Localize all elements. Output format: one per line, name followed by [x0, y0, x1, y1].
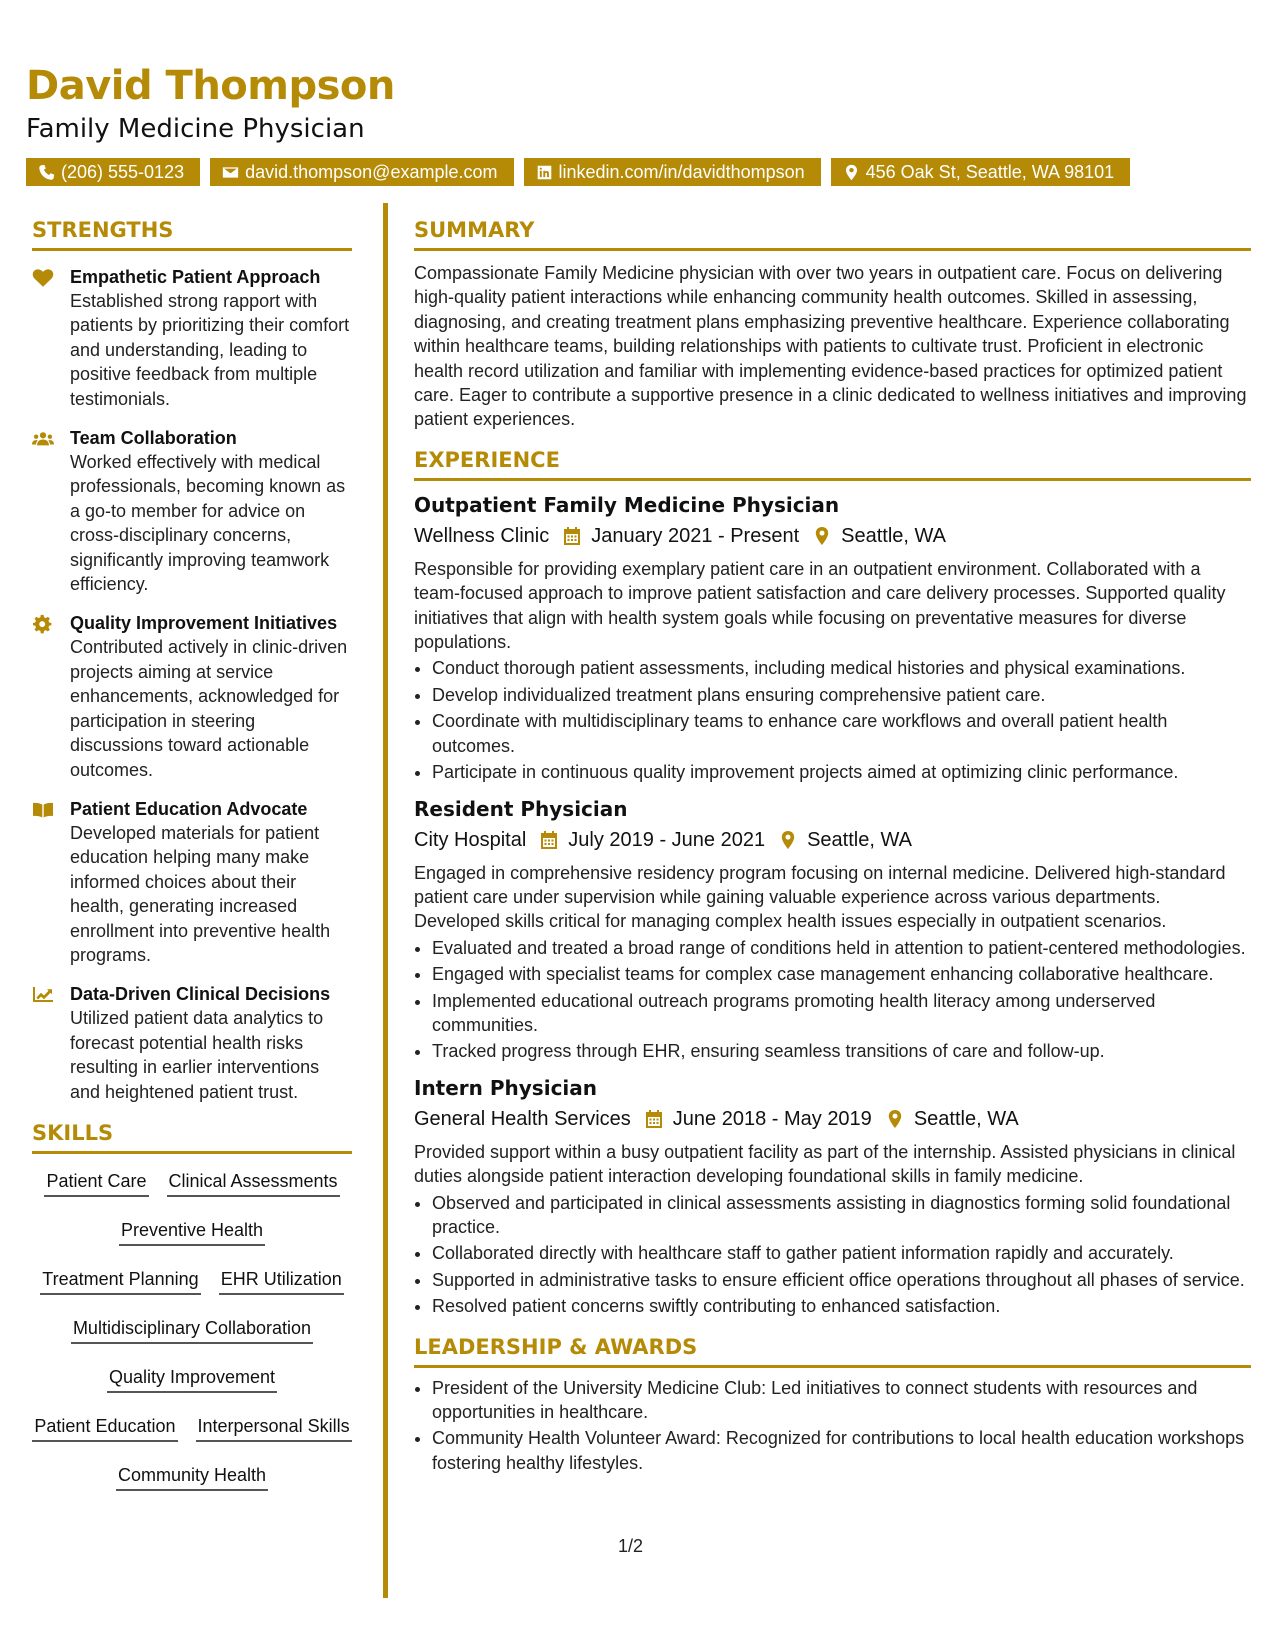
- contact-email[interactable]: [210, 158, 513, 186]
- calendar-icon: [540, 830, 558, 850]
- job-bullet: • Observed and participated in clinical assessments assisting in diagnostics forming solid foundational practice.: [432, 1191, 1251, 1240]
- page-number: 1/2: [618, 1536, 644, 1556]
- experience-section: [414, 446, 1251, 1319]
- skill-tag: EHR Utilization: [219, 1266, 344, 1295]
- strength-title: Empathetic Patient Approach: [70, 267, 321, 287]
- skills-list: [32, 1168, 352, 1491]
- job-bullet: • Resolved patient concerns swiftly contributing to enhanced satisfaction.: [432, 1294, 1251, 1318]
- strength-desc: Worked effectively with medical professionals, becoming known as a go-to member for advice on cross-disciplinary concerns, significantly improving teamwork efficiency.: [70, 452, 346, 595]
- job-dates: July 2019 - June 2021: [568, 828, 766, 851]
- summary-text: Compassionate Family Medicine physician with over two years in outpatient care. Focus on delivering high-quality patient interactions while enhancing community health outcomes. Skilled in assessing, diagnosing, and creating treatment plans emphasizing preventive healthcare. Experience collaborating within healthcare teams, building relationships with patients to cultivate trust. Proficient in electronic health record utilization and familiar with implementing evidence-based practices for optimized patient care. Eager to contribute a supportive presence in a clinic dedicated to wellness initiatives and improving patient experiences.: [414, 263, 1247, 430]
- awards-list: [414, 1376, 1251, 1476]
- linkedin-icon: [536, 164, 553, 181]
- job-description: Engaged in comprehensive residency program focusing on internal medicine. Delivered high-standard patient care under supervision while gaining valuable experience across various departments. Developed skills critical for managing complex health issues especially in outpatient scenarios.: [414, 862, 1226, 932]
- skill-tag: Quality Improvement: [107, 1364, 277, 1393]
- job-entry: [414, 491, 1251, 785]
- awards-section: [414, 1333, 1251, 1476]
- job-company: City Hospital: [414, 828, 527, 851]
- skill-tag: Treatment Planning: [40, 1266, 200, 1295]
- job-bullet: • Develop individualized treatment plans ensuring comprehensive patient care.: [432, 683, 1251, 707]
- contact-linkedin-text: linkedin.com/in/davidthompson: [558, 162, 805, 182]
- job-title: Resident Physician: [414, 796, 628, 821]
- job-company: General Health Services: [414, 1107, 631, 1130]
- job-bullet: • Implemented educational outreach programs promoting health literacy among underserved communities.: [432, 989, 1251, 1038]
- job-bullet: • Evaluated and treated a broad range of conditions held in attention to patient-centered methodologies.: [432, 936, 1251, 960]
- book-icon: [32, 800, 54, 822]
- calendar-icon: [645, 1109, 663, 1129]
- job-bullets: [414, 656, 1251, 784]
- column-divider: [383, 203, 388, 1598]
- chart-line-icon: [32, 985, 54, 1007]
- heart-icon: [32, 268, 54, 290]
- contact-linkedin[interactable]: [524, 158, 821, 186]
- right-column: [414, 216, 1251, 1477]
- job-bullet: • Coordinate with multidisciplinary teams to enhance care workflows and overall patient health outcomes.: [432, 709, 1251, 758]
- job-entry: [414, 1074, 1251, 1319]
- map-pin-icon: [886, 1109, 904, 1129]
- strength-title: Data-Driven Clinical Decisions: [70, 984, 331, 1005]
- job-entry: [414, 795, 1251, 1064]
- contact-phone-text: (206) 555-0123: [61, 162, 185, 182]
- map-pin-icon: [843, 164, 860, 181]
- job-meta: [414, 825, 1251, 855]
- skills-heading: SKILLS: [32, 1119, 352, 1154]
- job-bullet: • Supported in administrative tasks to ensure efficient office operations throughout all phases of service.: [432, 1268, 1251, 1292]
- job-description: Responsible for providing exemplary patient care in an outpatient environment. Collaborated with a team-focused approach to improve patient satisfaction and care delivery processes. Supported quality initiatives that align with health system goals while focusing on preventative measures for diverse populations.: [414, 558, 1226, 653]
- resume-header: [26, 62, 1246, 186]
- skill-tag: Patient Care: [44, 1168, 148, 1197]
- strength-item: [32, 797, 352, 967]
- job-bullet: • Engaged with specialist teams for complex case management enhancing collaborative healthcare.: [432, 962, 1251, 986]
- users-icon: [32, 429, 54, 451]
- skill-tag: Community Health: [116, 1462, 268, 1491]
- strength-title: Team Collaboration: [70, 428, 237, 449]
- skill-tag: Clinical Assessments: [167, 1168, 340, 1197]
- job-location: Seattle, WA: [807, 828, 912, 851]
- strength-item: [32, 426, 352, 596]
- job-meta: [414, 521, 1251, 551]
- job-title: Outpatient Family Medicine Physician: [414, 492, 840, 517]
- calendar-icon: [563, 526, 581, 546]
- job-bullet: • Collaborated directly with healthcare staff to gather patient information rapidly and accurately.: [432, 1241, 1251, 1265]
- job-location: Seattle, WA: [913, 1107, 1019, 1130]
- awards-heading: LEADERSHIP & AWARDS: [414, 1333, 1251, 1368]
- job-bullets: [414, 1191, 1251, 1319]
- contact-address-text: 456 Oak St, Seattle, WA 98101: [865, 162, 1115, 182]
- job-title: Intern Physician: [414, 1075, 598, 1100]
- strength-title: Quality Improvement Initiatives: [70, 613, 338, 634]
- contact-phone[interactable]: [26, 158, 200, 186]
- contact-address[interactable]: [831, 158, 1130, 186]
- phone-icon: [38, 164, 55, 181]
- award-item: • Community Health Volunteer Award: Recognized for contributions to local health education workshops fostering healthy lifestyles.: [432, 1426, 1251, 1475]
- job-bullet: • Participate in continuous quality improvement projects aimed at optimizing clinic performance.: [432, 760, 1251, 784]
- strength-title: Patient Education Advocate: [70, 798, 308, 819]
- experience-heading: EXPERIENCE: [414, 446, 1251, 481]
- contact-bar: [26, 158, 1246, 186]
- envelope-icon: [222, 164, 239, 181]
- strength-desc: Developed materials for patient education helping many make informed choices about their health, generating increased enrollment into preventive health programs.: [70, 822, 331, 965]
- strength-desc: Established strong rapport with patients by prioritizing their comfort and understanding, leading to positive feedback from multiple testimonials.: [70, 291, 350, 409]
- job-description: Provided support within a busy outpatient facility as part of the internship. Assisted physicians in clinical duties alongside patient interaction developing foundational skills in family medicine.: [414, 1141, 1236, 1187]
- skill-tag: Multidisciplinary Collaboration: [71, 1315, 313, 1344]
- job-bullets: [414, 936, 1251, 1064]
- map-pin-icon: [813, 526, 831, 546]
- map-pin-icon: [779, 830, 797, 850]
- job-company: Wellness Clinic: [414, 524, 550, 547]
- job-bullet: • Tracked progress through EHR, ensuring seamless transitions of care and follow-up.: [432, 1039, 1251, 1063]
- skill-tag: Interpersonal Skills: [196, 1413, 352, 1442]
- strength-desc: Utilized patient data analytics to forecast potential health risks resulting in earlier interventions and heightened patient trust.: [70, 1008, 324, 1102]
- job-dates: June 2018 - May 2019: [672, 1107, 872, 1130]
- strengths-list: [32, 265, 352, 1104]
- left-column: [32, 216, 352, 1491]
- job-location: Seattle, WA: [841, 524, 946, 547]
- strength-item: [32, 982, 352, 1104]
- strengths-heading: STRENGTHS: [32, 216, 352, 251]
- candidate-role: Family Medicine Physician: [26, 114, 365, 144]
- job-meta: [414, 1104, 1251, 1134]
- summary-heading: SUMMARY: [414, 216, 1251, 251]
- strength-item: [32, 265, 352, 411]
- strength-desc: Contributed actively in clinic-driven projects aiming at service enhancements, acknowledged for participation in steering discussions toward actionable outcomes.: [70, 637, 348, 780]
- strength-item: [32, 611, 352, 781]
- skill-tag: Patient Education: [32, 1413, 177, 1442]
- contact-email-text: david.thompson@example.com: [245, 162, 498, 182]
- job-bullet: • Conduct thorough patient assessments, including medical histories and physical examinations.: [432, 656, 1251, 680]
- award-item: • President of the University Medicine Club: Led initiatives to connect students with resources and opportunities in healthcare.: [432, 1376, 1251, 1425]
- gear-icon: [32, 614, 54, 636]
- job-dates: January 2021 - Present: [591, 524, 800, 547]
- candidate-name: David Thompson: [26, 63, 395, 109]
- skill-tag: Preventive Health: [119, 1217, 265, 1246]
